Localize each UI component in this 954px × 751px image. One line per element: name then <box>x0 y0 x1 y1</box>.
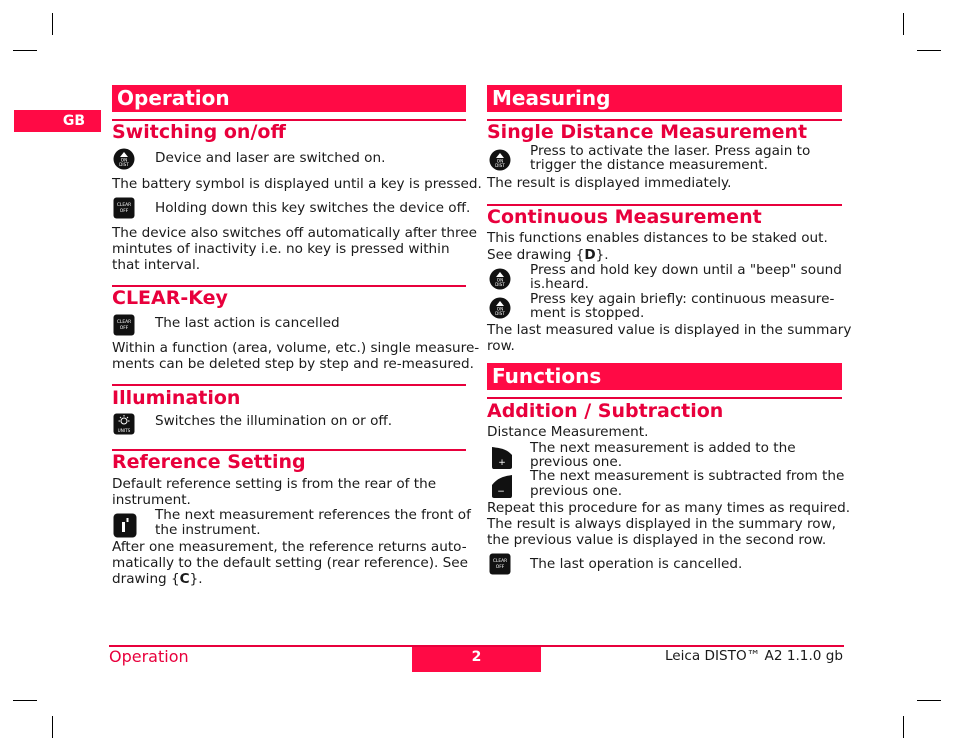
cont-para2: See drawing {D}. <box>487 247 609 263</box>
clear-label: CLEAR <box>492 559 508 564</box>
crop-mark <box>52 13 53 35</box>
on-dist-key-icon <box>489 297 511 319</box>
illumination-icon-text: Switches the illumination on or off. <box>155 413 393 429</box>
on-dist-key-icon <box>489 268 511 290</box>
on-label: ON <box>496 306 504 312</box>
refset-para1-line1: Default reference setting is from the rear of the <box>112 476 437 492</box>
crop-mark <box>13 50 37 51</box>
addsub-para1: Distance Measurement. <box>487 424 649 440</box>
language-tab: GB <box>14 110 101 132</box>
refset-icon-line1: The next measurement references the front of <box>155 507 471 523</box>
addsub-plus-line2: previous one. <box>530 454 623 470</box>
functions-band: Functions <box>487 363 842 390</box>
addsub-minus-line2: previous one. <box>530 483 623 499</box>
addsub-para2-line2: The result is always displayed in the summary row, <box>487 516 837 532</box>
addsub-para2-line3: the previous value is displayed in the second row. <box>487 532 827 548</box>
dist-label: DIST <box>495 282 505 287</box>
clear-off-key-icon <box>113 197 135 219</box>
plus-label: + <box>498 458 506 468</box>
cont-icon2-line2: ment is stopped. <box>530 305 645 321</box>
on-dist-key-icon <box>489 149 511 171</box>
switching-para1: The battery symbol is displayed until a key is pressed. <box>112 176 482 192</box>
reference-setting-title: Reference Setting <box>112 451 306 473</box>
crop-mark <box>52 716 53 738</box>
minus-label: − <box>497 487 505 497</box>
single-icon-line2: trigger the distance measurement. <box>530 157 768 173</box>
addsub-plus-line1: The next measurement is added to the <box>530 440 796 456</box>
crop-mark <box>917 700 941 701</box>
switching-icon1-text: Device and laser are switched on. <box>155 150 386 166</box>
footer-section-label: Operation <box>109 647 189 666</box>
cont-icon2-line1: Press key again briefly: continuous measure- <box>530 291 835 307</box>
crop-mark <box>13 700 37 701</box>
operation-band: Operation <box>112 85 466 112</box>
cont-para1: This functions enables distances to be staked out. <box>487 230 828 246</box>
crop-mark <box>917 50 941 51</box>
reference-key-icon <box>113 513 137 538</box>
cont-icon1-line1: Press and hold key down until a "beep" sound <box>530 262 842 278</box>
switching-icon2-text: Holding down this key switches the device off. <box>155 200 471 216</box>
addsub-clear-text: The last operation is cancelled. <box>530 556 743 572</box>
addsub-minus-line1: The next measurement is subtracted from the <box>530 468 845 484</box>
clear-key-title: CLEAR-Key <box>112 287 228 309</box>
clear-para-line1: Within a function (area, volume, etc.) single measure- <box>112 340 480 356</box>
section-rule <box>112 384 466 386</box>
clear-off-key-icon <box>489 553 511 575</box>
drawing-ref-c: C <box>179 571 190 587</box>
off-label: OFF <box>119 326 129 331</box>
on-label: ON <box>120 157 128 163</box>
page-number: 2 <box>412 647 541 672</box>
section-rule <box>487 397 842 399</box>
dist-label: DIST <box>119 162 129 167</box>
refset-para1-line2: instrument. <box>112 492 191 508</box>
single-icon-line1: Press to activate the laser. Press again to <box>530 143 811 159</box>
units-illumination-key-icon <box>113 413 135 435</box>
single-distance-title: Single Distance Measurement <box>487 121 808 143</box>
addition-subtraction-title: Addition / Subtraction <box>487 400 724 422</box>
switching-title: Switching on/off <box>112 121 286 143</box>
minus-key-icon <box>490 474 514 499</box>
switching-para2-line2: mintutes of inactivity i.e. no key is pressed within <box>112 241 450 257</box>
footer-product-version: Leica DISTO™ A2 1.1.0 gb <box>664 648 843 664</box>
on-label: ON <box>496 158 504 164</box>
single-para: The result is displayed immediately. <box>487 175 732 191</box>
clear-label: CLEAR <box>116 320 132 325</box>
switching-para2-line3: that interval. <box>112 257 201 273</box>
switching-para2-line1: The device also switches off automatically after three <box>112 225 478 241</box>
clear-para-line2: ments can be deleted step by step and re-measured. <box>112 356 474 372</box>
refset-icon-line2: the instrument. <box>155 522 261 538</box>
addsub-para2-line1: Repeat this procedure for as many times as required. <box>487 500 851 516</box>
refset-para2-line3: drawing {C}. <box>112 571 203 587</box>
crop-mark <box>903 13 904 35</box>
cont-para3-line2: row. <box>487 338 515 354</box>
refset-para2-line1: After one measurement, the reference returns auto- <box>112 539 467 555</box>
off-label: OFF <box>119 209 129 214</box>
dist-label: DIST <box>495 311 505 316</box>
clear-off-key-icon <box>113 314 135 336</box>
units-label: UNITS <box>117 428 131 433</box>
clear-label: CLEAR <box>116 203 132 208</box>
cont-para3-line1: The last measured value is displayed in the summary <box>487 322 852 338</box>
off-label: OFF <box>495 565 505 570</box>
measuring-band: Measuring <box>487 85 842 112</box>
clear-icon-text: The last action is cancelled <box>155 315 340 331</box>
on-label: ON <box>496 277 504 283</box>
plus-key-icon <box>490 445 514 470</box>
cont-icon1-line2: is.heard. <box>530 276 589 292</box>
continuous-title: Continuous Measurement <box>487 206 762 228</box>
refset-para2-line2: matically to the default setting (rear reference). See <box>112 555 469 571</box>
drawing-ref-d: D <box>584 247 596 263</box>
dist-label: DIST <box>495 163 505 168</box>
illumination-title: Illumination <box>112 387 241 409</box>
on-dist-key-icon <box>113 148 135 170</box>
crop-mark <box>903 716 904 738</box>
